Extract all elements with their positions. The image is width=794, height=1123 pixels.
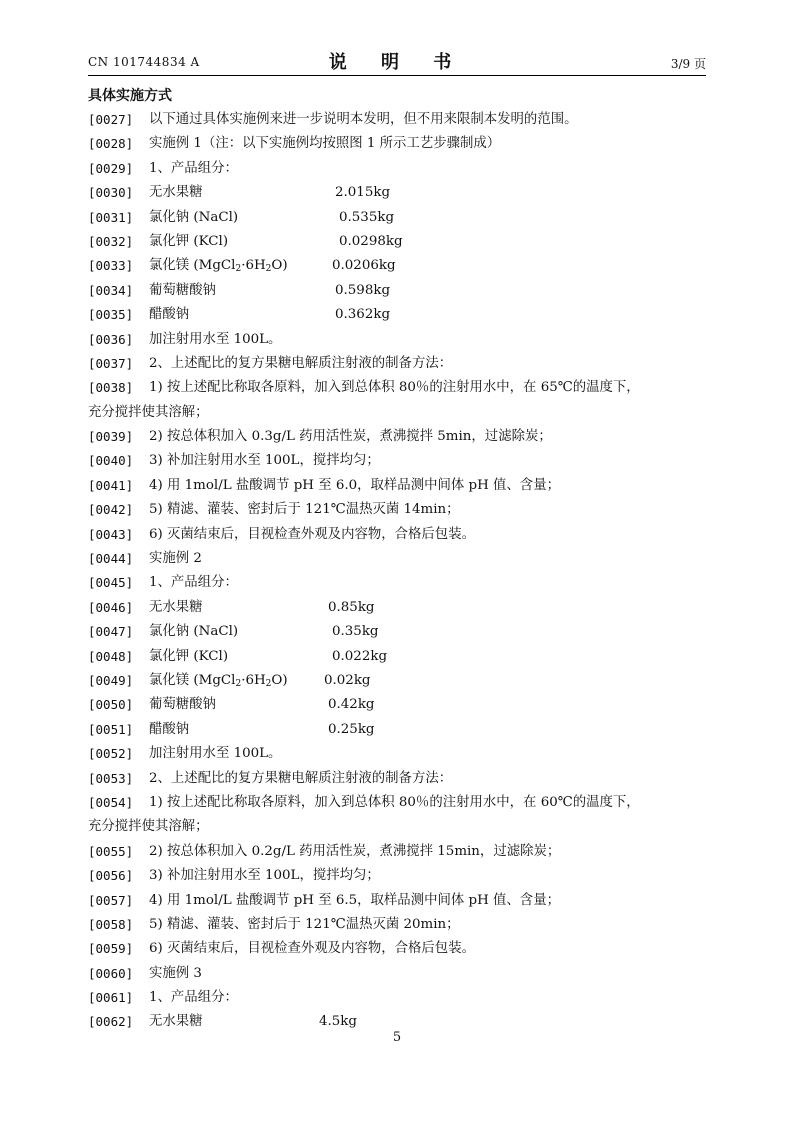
paragraph-line bbox=[88, 840, 708, 864]
paragraph-list bbox=[88, 108, 708, 1035]
paragraph-text bbox=[149, 669, 288, 693]
paragraph-number: [0035] bbox=[88, 307, 134, 323]
paragraph-text: 实施例 3 bbox=[149, 965, 202, 981]
paragraph-number: [0027] bbox=[88, 112, 134, 127]
formula-part: ·6H bbox=[241, 672, 266, 688]
paragraph-number: [0033] bbox=[88, 258, 134, 274]
paragraph-text: 5) 精滤、灌装、密封后于 121℃温热灭菌 14min； bbox=[149, 502, 460, 518]
subscript: 2 bbox=[265, 678, 272, 689]
paragraph-line bbox=[88, 498, 708, 522]
paragraph-text: 醋酸钠 bbox=[149, 307, 190, 323]
paragraph-line bbox=[88, 474, 708, 498]
paragraph-line bbox=[88, 206, 708, 230]
paragraph-number: [0030] bbox=[88, 185, 134, 201]
paragraph-text: 3) 补加注射用水至 100L，搅拌均匀； bbox=[149, 868, 380, 884]
paragraph-line bbox=[88, 937, 708, 961]
paragraph-number: [0047] bbox=[88, 624, 134, 640]
paragraph-text: 加注射用水至 100L。 bbox=[149, 746, 282, 762]
paragraph-text: 实施例 2 bbox=[149, 551, 202, 567]
subscript: 2 bbox=[265, 264, 272, 275]
paragraph-line bbox=[88, 571, 708, 595]
paragraph-text: 6) 灭菌结束后，目视检查外观及内容物，合格后包装。 bbox=[149, 941, 475, 957]
ingredient-amount: 0.535kg bbox=[339, 209, 395, 225]
paragraph-line bbox=[88, 108, 708, 132]
paragraph-number: [0049] bbox=[88, 672, 134, 688]
paragraph-number: [0044] bbox=[88, 551, 134, 567]
paragraph-line bbox=[88, 376, 708, 400]
paragraph-number: [0037] bbox=[88, 355, 134, 371]
paragraph-text bbox=[149, 254, 288, 278]
paragraph-text: 1) 按上述配比称取各原料，加入到总体积 80％的注射用水中，在 65℃的温度下， bbox=[149, 380, 640, 396]
paragraph-number: [0056] bbox=[88, 868, 134, 884]
ingredient-amount: 0.022kg bbox=[332, 648, 388, 664]
paragraph-text: 1、产品组分： bbox=[149, 160, 238, 176]
paragraph-number: [0029] bbox=[88, 160, 134, 176]
paragraph-line bbox=[88, 962, 708, 986]
ingredient-amount: 0.02kg bbox=[324, 672, 371, 688]
paragraph-number: [0057] bbox=[88, 892, 134, 908]
paragraph-text: 5) 精滤、灌装、密封后于 121℃温热灭菌 20min； bbox=[149, 916, 460, 932]
paragraph-number: [0038] bbox=[88, 380, 134, 396]
paragraph-number: [0034] bbox=[88, 282, 134, 298]
paragraph-number: [0054] bbox=[88, 794, 134, 810]
paragraph-line bbox=[88, 693, 708, 717]
paragraph-line bbox=[88, 279, 708, 303]
paragraph-text: 2、上述配比的复方果糖电解质注射液的制备方法： bbox=[149, 770, 453, 786]
paragraph-number: [0051] bbox=[88, 721, 134, 737]
paragraph-line bbox=[88, 230, 708, 254]
paragraph-number: [0039] bbox=[88, 429, 134, 445]
paragraph-number: [0061] bbox=[88, 990, 134, 1006]
paragraph-line bbox=[88, 328, 708, 352]
subscript: 2 bbox=[235, 264, 242, 275]
paragraph-line bbox=[88, 767, 708, 791]
paragraph-text: 无水果糖 bbox=[149, 1014, 203, 1030]
ingredient-amount: 2.015kg bbox=[335, 185, 391, 201]
paragraph-text: 2、上述配比的复方果糖电解质注射液的制备方法： bbox=[149, 355, 453, 371]
paragraph-line bbox=[88, 645, 708, 669]
paragraph-line bbox=[88, 620, 708, 644]
paragraph-line bbox=[88, 352, 708, 376]
paragraph-number: [0043] bbox=[88, 526, 134, 542]
paragraph-line bbox=[88, 864, 708, 888]
paragraph-text: 加注射用水至 100L。 bbox=[149, 331, 282, 347]
paragraph-line bbox=[88, 791, 708, 815]
paragraph-text: 葡萄糖酸钠 bbox=[149, 282, 216, 298]
paragraph-number: [0058] bbox=[88, 916, 134, 932]
paragraph-text: 醋酸钠 bbox=[149, 721, 190, 737]
ingredient-amount: 0.0206kg bbox=[332, 258, 396, 274]
paragraph-number: [0046] bbox=[88, 599, 134, 615]
paragraph-text: 2) 按总体积加入 0.2g/L 药用活性炭，煮沸搅拌 15min，过滤除炭； bbox=[149, 843, 561, 859]
ingredient-amount: 0.362kg bbox=[335, 307, 391, 323]
ingredient-amount: 0.25kg bbox=[328, 721, 375, 737]
paragraph-line bbox=[88, 303, 708, 327]
paragraph-number: [0040] bbox=[88, 453, 134, 469]
paragraph-number: [0032] bbox=[88, 233, 134, 249]
paragraph-line bbox=[88, 718, 708, 742]
paragraph-text: 1、产品组分： bbox=[149, 990, 238, 1006]
ingredient-amount: 0.42kg bbox=[328, 697, 375, 713]
paragraph-text: 氯化钠 (NaCl) bbox=[149, 209, 239, 225]
formula-part: O) bbox=[271, 258, 288, 274]
paragraph-number: [0028] bbox=[88, 136, 134, 152]
paragraph-text: 1、产品组分： bbox=[149, 575, 238, 591]
paragraph-number: [0053] bbox=[88, 770, 134, 786]
page-indicator: 3/9 页 bbox=[670, 57, 706, 71]
paragraph-number: [0052] bbox=[88, 746, 134, 762]
paragraph-text: 氯化钾 (KCl) bbox=[149, 648, 229, 664]
formula-part: 氯化镁 (MgCl bbox=[149, 672, 236, 688]
paragraph-text: 4) 用 1mol/L 盐酸调节 pH 至 6.0，取样品测中间体 pH 值、含量； bbox=[149, 477, 560, 493]
paragraph-text: 无水果糖 bbox=[149, 185, 203, 201]
paragraph-number: [0048] bbox=[88, 648, 134, 664]
paragraph-number: [0041] bbox=[88, 477, 134, 493]
paragraph-text: 6) 灭菌结束后，目视检查外观及内容物，合格后包装。 bbox=[149, 526, 475, 542]
ingredient-amount: 0.598kg bbox=[335, 282, 391, 298]
paragraph-number: [0042] bbox=[88, 502, 134, 518]
paragraph-number: [0060] bbox=[88, 965, 134, 981]
paragraph-line bbox=[88, 449, 708, 473]
ingredient-amount: 0.0298kg bbox=[339, 233, 403, 249]
paragraph-line bbox=[88, 181, 708, 205]
ingredient-amount: 4.5kg bbox=[319, 1014, 357, 1030]
paragraph-continuation: 充分搅拌使其溶解； bbox=[88, 819, 209, 835]
paragraph-line bbox=[88, 425, 708, 449]
paragraph-text: 3) 补加注射用水至 100L，搅拌均匀； bbox=[149, 453, 380, 469]
paragraph-line bbox=[88, 132, 708, 156]
paragraph-text: 氯化钾 (KCl) bbox=[149, 233, 229, 249]
formula-part: O) bbox=[271, 672, 288, 688]
paragraph-line bbox=[88, 742, 708, 766]
paragraph-line bbox=[88, 596, 708, 620]
header-divider bbox=[88, 75, 706, 76]
paragraph-number: [0059] bbox=[88, 941, 134, 957]
doc-title: 说 明 书 bbox=[328, 52, 466, 73]
paragraph-line bbox=[88, 669, 708, 693]
paragraph-number: [0050] bbox=[88, 697, 134, 713]
paragraph-line bbox=[88, 157, 708, 181]
doc-number: CN 101744834 A bbox=[88, 55, 200, 69]
paragraph-text: 葡萄糖酸钠 bbox=[149, 697, 216, 713]
paragraph-line bbox=[88, 913, 708, 937]
ingredient-amount: 0.35kg bbox=[332, 624, 379, 640]
paragraph-number: [0036] bbox=[88, 331, 134, 347]
section-title: 具体实施方式 bbox=[88, 88, 172, 104]
subscript: 2 bbox=[235, 678, 242, 689]
formula-part: 氯化镁 (MgCl bbox=[149, 258, 236, 274]
paragraph-line bbox=[88, 254, 708, 278]
paragraph-number: [0031] bbox=[88, 209, 134, 225]
ingredient-amount: 0.85kg bbox=[328, 599, 375, 615]
paragraph-text: 4) 用 1mol/L 盐酸调节 pH 至 6.5，取样品测中间体 pH 值、含量； bbox=[149, 892, 560, 908]
paragraph-line bbox=[88, 523, 708, 547]
paragraph-number: [0055] bbox=[88, 843, 134, 859]
document-body bbox=[88, 84, 708, 1035]
page-header bbox=[88, 48, 706, 74]
paragraph-text: 2) 按总体积加入 0.3g/L 药用活性炭，煮沸搅拌 5min，过滤除炭； bbox=[149, 429, 552, 445]
paragraph-text: 实施例 1（注：以下实施例均按照图 1 所示工艺步骤制成） bbox=[149, 136, 501, 152]
paragraph-number: [0062] bbox=[88, 1014, 134, 1030]
paragraph-line bbox=[88, 889, 708, 913]
paragraph-number: [0045] bbox=[88, 575, 134, 591]
page-number: 5 bbox=[392, 1030, 402, 1045]
paragraph-text: 以下通过具体实施例来进一步说明本发明，但不用来限制本发明的范围。 bbox=[149, 112, 578, 127]
paragraph-text: 无水果糖 bbox=[149, 599, 203, 615]
paragraph-text: 氯化钠 (NaCl) bbox=[149, 624, 239, 640]
paragraph-text: 1) 按上述配比称取各原料，加入到总体积 80％的注射用水中，在 60℃的温度下， bbox=[149, 794, 640, 810]
paragraph-line bbox=[88, 547, 708, 571]
paragraph-continuation: 充分搅拌使其溶解； bbox=[88, 404, 209, 420]
paragraph-line bbox=[88, 986, 708, 1010]
formula-part: ·6H bbox=[241, 258, 266, 274]
